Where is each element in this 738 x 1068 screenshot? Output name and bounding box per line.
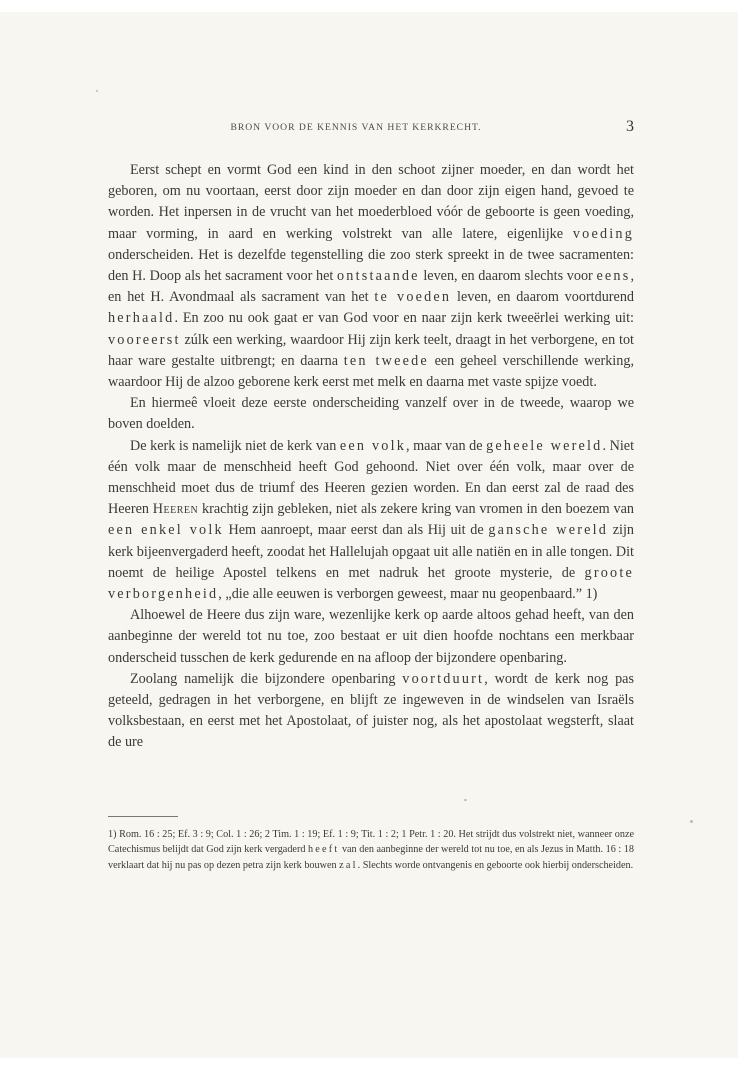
paragraph-5	[108, 669, 634, 754]
footnote-rule	[108, 816, 178, 817]
paper-speck	[464, 799, 467, 801]
text-run: leven, en daarom slechts voor	[419, 268, 597, 285]
spaced-word: een volk	[339, 437, 407, 454]
spaced-word: gansche wereld	[488, 522, 609, 539]
text-run: , wordt de kerk nog pas geteeld, gedragen in het verborgene, en blijft ze ingeweven in de windselen van Israëls volksbestaan, en eerst met het Apostolaat, of juister nog, als het apostolaat wegsterft, slaat de ure	[108, 670, 634, 751]
text-run: , en het H. Avondmaal als sacrament van het	[108, 268, 634, 306]
text-run: . Niet één volk maar de menschheid heeft God gehoond. Niet over één volk, maar over de menschheid moet dus de triumf des Heeren gezien worden. En dan eerst zal de raad des Heeren	[108, 437, 635, 518]
text-run: Zoolang namelijk die bijzondere openbaring	[130, 670, 403, 687]
text-run: 1) Rom. 16 : 25; Ef. 3 : 9; Col. 1 : 26; 2 Tim. 1 : 19; Ef. 1 : 9; Tit. 1 : 2; 1 Petr. 1 : 20. Het strijdt dus volstrekt niet, wanneer onze Catechismus belijdt dat God zijn kerk vergaderd	[108, 829, 634, 856]
spaced-word: eens	[596, 268, 631, 285]
spaced-word: groote verborgenheid	[108, 564, 634, 603]
spaced-word: te voeden	[374, 289, 452, 306]
spaced-word: ten tweede	[343, 352, 429, 369]
text-run: zúlk een werking, waardoor Hij zijn kerk teelt, draagt in het verborgene, en tot haar ware gestalte uitbrengt; en daarna	[108, 331, 634, 369]
body-text	[108, 160, 634, 754]
paragraph-3	[108, 436, 634, 606]
paper-speck	[96, 90, 98, 92]
spaced-word: ontstaande	[337, 268, 420, 285]
text-run: van den aanbeginne der wereld tot nu toe, en als Jezus in Matth. 16 : 18 verklaart dat hij nu pas op dezen petra zijn kerk bouwen	[108, 844, 634, 871]
page-header	[108, 118, 634, 138]
spaced-word: een enkel volk	[108, 522, 224, 539]
spaced-word: herhaald	[108, 310, 175, 327]
text-run: leven, en daarom voortdurend	[451, 289, 635, 306]
page-number: 3	[626, 118, 634, 135]
spaced-word: zal	[339, 859, 358, 871]
footnotes	[108, 827, 634, 873]
text-run: krachtig zijn gebleken, niet als zekere kring van vromen in den boezem van	[198, 501, 634, 518]
text-run: De kerk is namelijk niet de kerk van	[130, 437, 340, 454]
paragraph-4: Alhoewel de Heere dus zijn ware, wezenlijke kerk op aarde altoos gehad heeft, van den aanbeginne der wereld tot nu toe, zoo bestaat er uit dien hoofde nochtans een merkbaar onderscheid tusschen de kerk gedurende en na afloop der bijzondere openbaring.	[108, 607, 634, 666]
spaced-word: vooreerst	[108, 331, 181, 348]
spaced-word: heeft	[308, 844, 340, 856]
paragraph-2: En hiermeê vloeit deze eerste onderscheiding vanzelf over in de tweede, waarop we boven doelden.	[108, 395, 634, 433]
text-run: een geheel verschillende werking, waardoor Hij de alzoo geborene kerk eerst met melk en daarna met vaste spijze voedt.	[108, 352, 634, 391]
text-run: Eerst schept en vormt God een kind in den schoot zijner moeder, en dan wordt het geboren, om nu voortaan, eerst door zijn moeder en dan door zijn eigen hand, gevoed te worden. Het inpersen in de vrucht van het moederbloed vóór de geboorte is geen voeding, maar vorming, in aard en werking volstrekt van alle latere, eigenlijke	[108, 162, 634, 242]
spaced-word: geheele wereld	[486, 437, 603, 454]
book-page	[0, 12, 738, 1058]
text-run: , „die alle eeuwen is verborgen geweest, maar nu geopenbaard.” 1)	[218, 586, 598, 603]
spaced-word: voeding	[572, 225, 634, 242]
text-run: . Slechts worde ontvangenis en geboorte ook hierbij onderscheiden.	[357, 859, 634, 871]
text-run: , maar van de	[406, 437, 487, 454]
paragraph-1	[108, 160, 634, 393]
text-run: zijn kerk bijeenvergaderd heeft, zoodat het Hallelujah opgaat uit alle natiën en in alle tongen. Dit noemt de heilige Apostel telkens en met nadruk het groote mysterie, de	[108, 522, 635, 581]
running-head: BRON VOOR DE KENNIS VAN HET KERKRECHT.	[230, 122, 482, 133]
text-run: onderscheiden. Het is dezelfde tegenstelling die zoo sterk spreekt in de twee sacramenten: den H. Doop als het sacrament voor het	[108, 246, 634, 285]
text-run: Hem aanroept, maar eerst dan als Hij uit de	[223, 522, 489, 539]
spaced-word: voortduurt	[402, 670, 485, 687]
small-caps-word: Heeren	[152, 501, 199, 518]
text-run: . En zoo nu ook gaat er van God voor en naar zijn kerk tweeërlei werking uit:	[174, 310, 634, 327]
footnote-1	[108, 827, 634, 873]
paper-speck	[690, 820, 693, 823]
